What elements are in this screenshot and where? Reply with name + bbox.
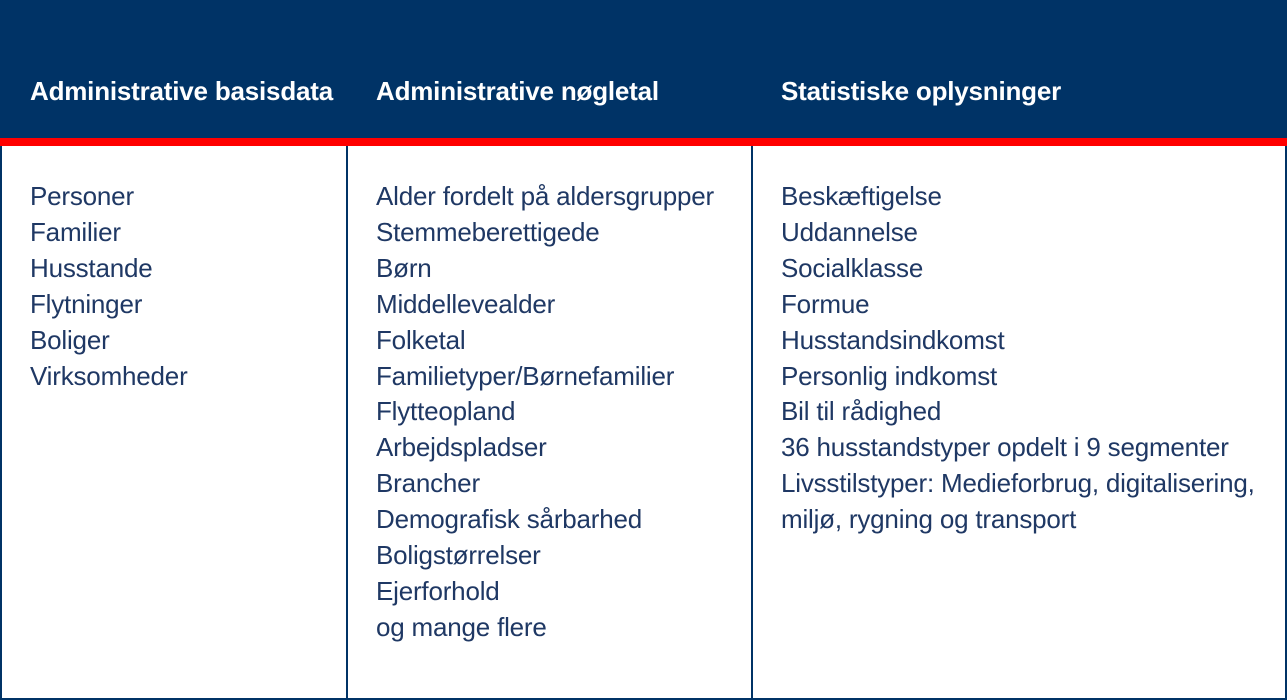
column-heading-statistiske: Statistiske oplysninger [781,76,1062,106]
list-item: 36 husstandstyper opdelt i 9 segmenter [781,432,1229,463]
list-item: Flytteopland [376,396,516,427]
list-item: Personlig indkomst [781,360,998,391]
list-item: Beskæftigelse [781,181,942,211]
list-item: Personer [30,181,134,211]
list-item: Middellevealder [376,288,556,319]
column-heading-noegletal: Administrative nøgletal [376,76,659,106]
list-item: Familietyper/Børnefamilier [376,360,675,391]
list-item: Demografisk sårbarhed [376,504,643,535]
list-item: miljø, rygning og transport [781,504,1077,535]
list-item: Livsstilstyper: Medieforbrug, digitalisering, [781,468,1255,499]
list-item: og mange flere [376,611,547,642]
list-noegletal [376,179,714,646]
list-item: Børn [376,252,432,283]
list-item: Husstande [30,252,153,283]
list-item: Flytninger [30,288,143,319]
list-item: Husstandsindkomst [781,324,1005,355]
list-item: Folketal [376,324,466,355]
list-item: Alder fordelt på aldersgrupper [376,181,714,211]
column-divider [751,146,753,700]
column-divider [346,146,348,700]
list-item: Brancher [376,468,480,499]
list-item: Bil til rådighed [781,396,942,427]
header-accent-rule [0,138,1287,146]
list-item: Arbejdspladser [376,432,547,463]
list-statistiske [781,179,1255,538]
list-item: Uddannelse [781,216,918,247]
column-heading-basisdata: Administrative basisdata [30,76,333,106]
list-item: Formue [781,288,870,319]
list-item: Virksomheder [30,360,188,391]
list-item: Familier [30,216,121,247]
list-basisdata [30,179,188,394]
table-header-band [0,0,1287,138]
list-item: Ejerforhold [376,575,500,606]
list-item: Stemmeberettigede [376,216,600,247]
list-item: Boliger [30,324,110,355]
list-item: Boligstørrelser [376,540,541,571]
list-item: Socialklasse [781,252,924,283]
